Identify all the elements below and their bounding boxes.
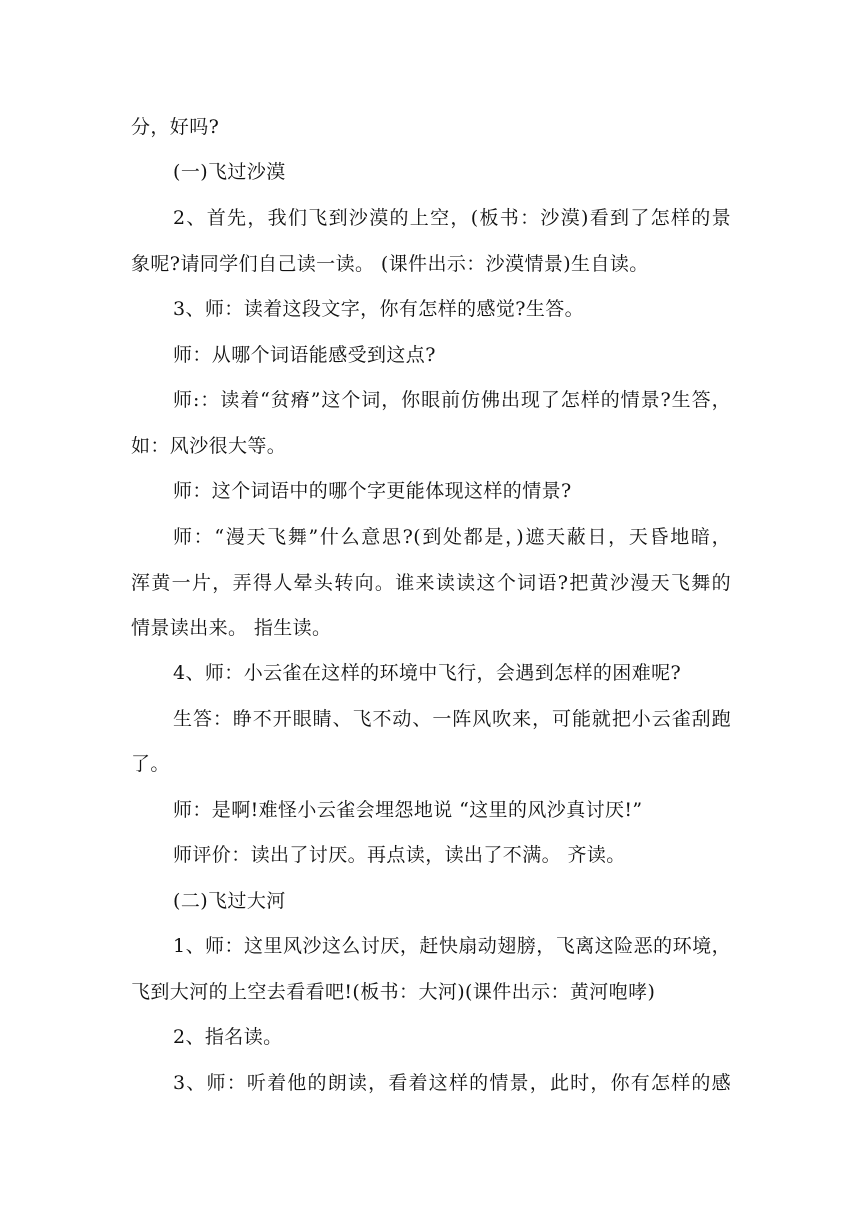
text-line: 师：从哪个词语能感受到这点?: [173, 344, 436, 366]
text-line: 情景读出来。 指生读。: [131, 617, 332, 639]
text-line: 1、师：这里风沙这么讨厌，赶快扇动翅膀，飞离这险恶的环境，: [173, 935, 731, 957]
text-line: 师：这个词语中的哪个字更能体现这样的情景?: [173, 480, 572, 502]
section-heading: (二)飞过大河: [173, 890, 286, 912]
text-line: 4、师：小云雀在这样的环境中飞行，会遇到怎样的困难呢?: [173, 662, 682, 684]
section-heading: (一)飞过沙漠: [173, 161, 286, 183]
text-line: 师：是啊!难怪小云雀会埋怨地说 “这里的风沙真讨厌!”: [173, 799, 643, 821]
text-line: 象呢?请同学们自己读一读。 (课件出示：沙漠情景)生自读。: [131, 253, 649, 275]
text-line: 2、首先，我们飞到沙漠的上空，(板书：沙漠)看到了怎样的景: [173, 207, 731, 229]
text-line: 生答：睁不开眼睛、飞不动、一阵风吹来，可能就把小云雀刮跑: [173, 708, 731, 730]
text-line: 如：风沙很大等。: [131, 435, 287, 457]
text-line: 师：“漫天飞舞”什么意思?(到处都是，)遮天蔽日，天昏地暗，: [173, 526, 731, 548]
text-line: 师:：读着“贫瘠”这个词，你眼前仿佛出现了怎样的情景?生答，: [173, 389, 731, 411]
text-line: 3、师：听着他的朗读，看着这样的情景，此时，你有怎样的感: [173, 1072, 731, 1094]
text-line: 了。: [131, 753, 170, 775]
text-line: 师评价：读出了讨厌。再点读，读出了不满。 齐读。: [173, 844, 626, 866]
text-line: 飞到大河的上空去看看吧!(板书：大河)(课件出示：黄河咆哮): [131, 981, 656, 1003]
text-line: 分，好吗?: [131, 116, 220, 138]
text-line: 2、指名读。: [173, 1026, 283, 1048]
text-line: 3、师：读着这段文字，你有怎样的感觉?生答。: [173, 298, 585, 320]
text-line: 浑黄一片，弄得人晕头转向。谁来读读这个词语?把黄沙漫天飞舞的: [131, 572, 731, 594]
